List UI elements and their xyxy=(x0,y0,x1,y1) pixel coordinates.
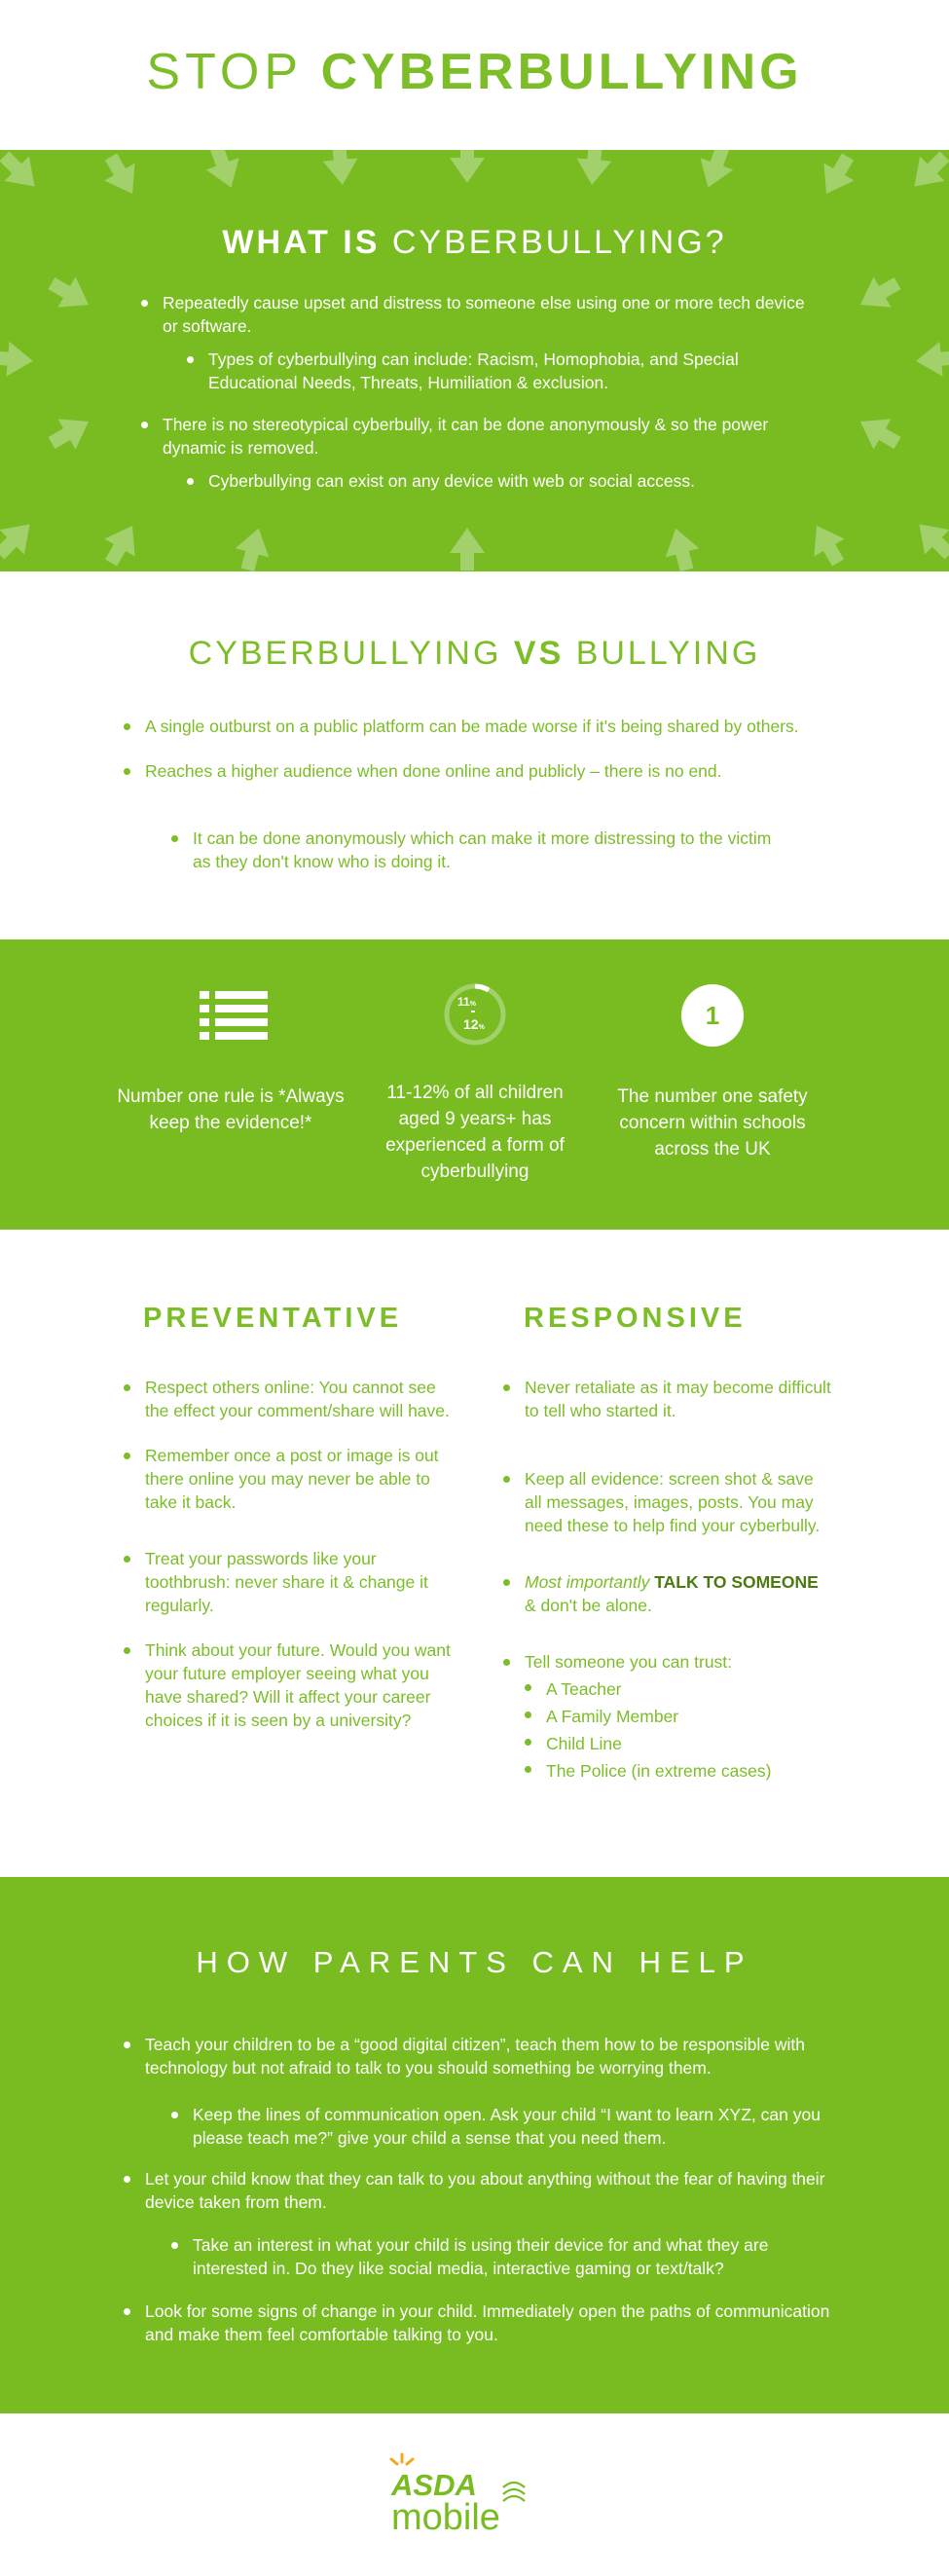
list-item: Let your child know that they can talk to you about anything without the fear of having their device taken from them. xyxy=(124,2167,834,2214)
logo-top-text: ASDA xyxy=(391,2468,477,2502)
asda-mobile-logo xyxy=(387,2450,563,2548)
what-is-title-bold: WHAT IS xyxy=(222,224,381,261)
list-item: Reaches a higher audience when done online and publicly – there is no end. xyxy=(124,759,805,783)
parents-list-3 xyxy=(124,2300,834,2346)
list-item: Repeatedly cause upset and distress to someone else using one or more tech device or software. xyxy=(141,291,813,338)
trust-item: A Teacher xyxy=(525,1675,834,1703)
list-item: Respect others online: You cannot see the effect your comment/share will have. xyxy=(124,1376,455,1422)
vs-title xyxy=(0,635,949,673)
list-item: Types of cyberbullying can include: Racism, Homophobia, and Special Educational Needs, Threats, Humiliation & exclusion. xyxy=(187,348,810,394)
parents-list-2 xyxy=(124,2167,834,2214)
responsive-list xyxy=(503,1376,834,1785)
ring-bottom-value: 12% xyxy=(463,1016,485,1032)
preventative-title: PREVENTATIVE xyxy=(143,1303,403,1334)
list-item xyxy=(503,1650,834,1785)
parents-sublist-2 xyxy=(171,2233,833,2280)
list-item: Take an interest in what your child is using their device for and what they are interested in. Do they like social media, interactive gaming or text/talk? xyxy=(171,2233,833,2280)
vs-title-vs: VS xyxy=(513,635,565,672)
stats-section xyxy=(0,939,949,1230)
trust-list xyxy=(525,1675,834,1785)
page-header xyxy=(0,0,949,150)
what-is-title-light: CYBERBULLYING? xyxy=(391,224,727,261)
list-item: Cyberbullying can exist on any device with web or social access. xyxy=(187,469,810,493)
what-is-sublist xyxy=(187,348,810,394)
list-item: Look for some signs of change in your child. Immediately open the paths of communication and make them feel comfortable talking to you. xyxy=(124,2300,834,2346)
list-item: Keep the lines of communication open. Ask your child “I want to learn XYZ, can you please teach me?” give your child a sense that you need them. xyxy=(171,2103,833,2150)
parents-title: HOW PARENTS CAN HELP xyxy=(196,1945,753,1979)
list-item: Keep all evidence: screen shot & save all messages, images, posts. You may need these to help find your cyberbully. xyxy=(503,1467,834,1537)
list-item: Teach your children to be a “good digital citizen”, teach them how to be responsible with technology but not afraid to talk to you should something be worrying them. xyxy=(124,2033,834,2079)
important-bold: TALK TO SOMEONE xyxy=(654,1572,819,1592)
preventative-list xyxy=(124,1376,455,1732)
tips-section xyxy=(0,1230,949,1877)
list-item-important xyxy=(503,1570,834,1617)
list-item: There is no stereotypical cyberbully, it can be done anonymously & so the power dynamic is removed. xyxy=(141,413,822,460)
trust-intro: Tell someone you can trust: xyxy=(525,1652,733,1672)
vs-sublist xyxy=(171,827,775,873)
vs-list xyxy=(124,715,805,783)
page-title xyxy=(0,43,949,101)
list-item: A single outburst on a public platform can be made worse if it's being shared by others. xyxy=(124,715,805,738)
signal-waves-icon xyxy=(500,2482,528,2505)
stat-text: 11-12% of all children aged 9 years+ has experienced a form of cyberbullying xyxy=(385,1083,565,1182)
parents-sublist xyxy=(171,2103,833,2150)
list-icon xyxy=(200,991,268,1040)
parents-list xyxy=(124,2033,834,2079)
list-item: Think about your future. Would you want your future employer seeing what you have shared? Will it affect your career choices if it is seen by a university? xyxy=(124,1638,455,1732)
stat-text: Number one rule is *Always keep the evidence!* xyxy=(117,1086,345,1133)
page-footer xyxy=(0,2413,949,2576)
percentage-ring-icon xyxy=(443,982,507,1047)
title-light: STOP xyxy=(146,44,303,100)
vs-section xyxy=(0,571,949,939)
vs-title-b: BULLYING xyxy=(575,635,761,672)
important-italic: Most importantly xyxy=(525,1572,650,1592)
trust-item: A Family Member xyxy=(525,1703,834,1730)
trust-item: The Police (in extreme cases) xyxy=(525,1757,834,1785)
what-is-list xyxy=(141,291,813,338)
what-is-title xyxy=(0,224,949,262)
vs-title-a: CYBERBULLYING xyxy=(188,635,502,672)
logo-bottom-text: mobile xyxy=(391,2497,500,2538)
what-is-list-2 xyxy=(141,413,822,460)
list-item: Remember once a post or image is out there online you may never be able to take it back. xyxy=(124,1444,455,1514)
trust-item: Child Line xyxy=(525,1730,834,1757)
ring-divider xyxy=(471,1011,475,1012)
list-item: Never retaliate as it may become difficult to tell who started it. xyxy=(503,1376,834,1422)
what-is-section xyxy=(0,150,949,571)
list-item: It can be done anonymously which can make it more distressing to the victim as they don't know who is doing it. xyxy=(171,827,775,873)
important-rest: & don't be alone. xyxy=(525,1596,652,1615)
responsive-title: RESPONSIVE xyxy=(524,1303,747,1334)
parents-section xyxy=(0,1877,949,2413)
stat-text: The number one safety concern within schools across the UK xyxy=(617,1086,808,1159)
ring-top-value: 11% xyxy=(457,995,476,1009)
list-item: Treat your passwords like your toothbrush: never share it & change it regularly. xyxy=(124,1547,455,1617)
what-is-sublist-2 xyxy=(187,469,810,493)
number-badge: 1 xyxy=(681,984,744,1047)
title-bold: CYBERBULLYING xyxy=(320,44,803,100)
